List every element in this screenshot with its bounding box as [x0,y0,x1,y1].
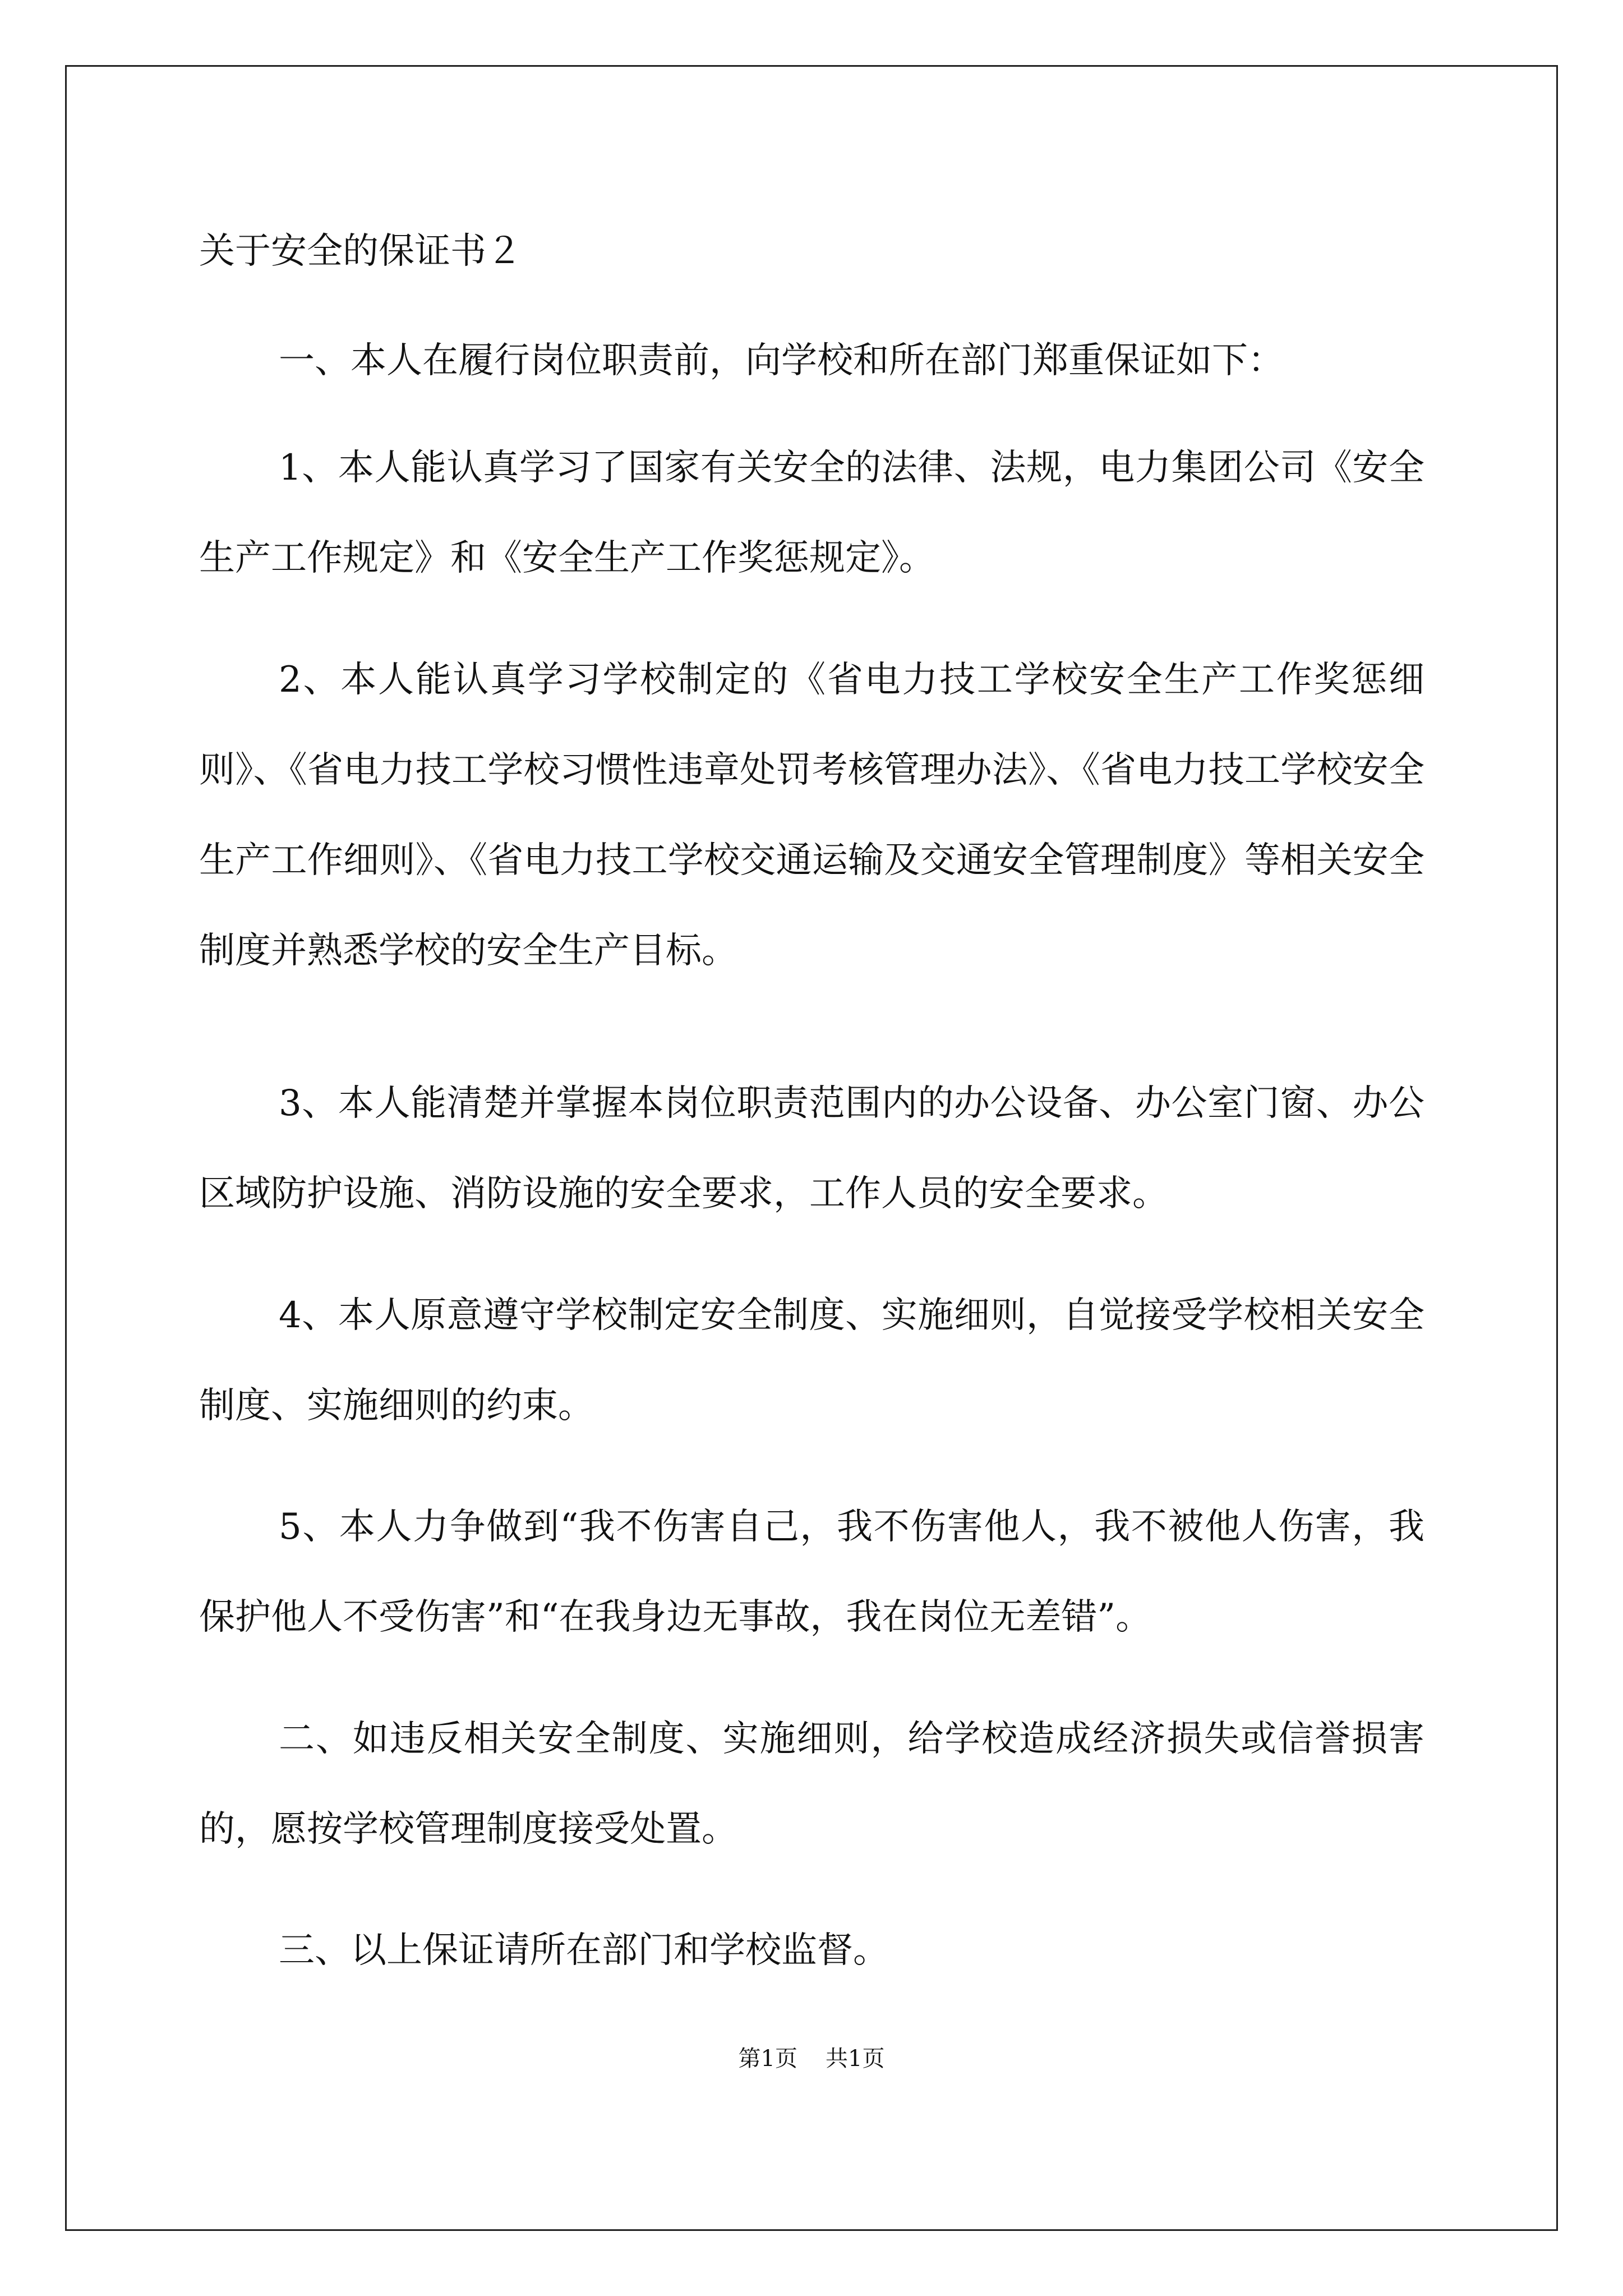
paragraph-8: 三、以上保证请所在部门和学校监督。 [279,1930,889,1971]
paragraph-3: 2、本人能认真学习学校制定的《省电力技工学校安全生产工作奖惩细则》、《省电力技工学校习惯性违章处罚考核管理办法》、《省电力技工学校安全生产工作细则》、《省电力技工学校交通运输及交通安全管理制度》等相关安全制度并熟悉学校的安全生产目标。 [199,659,1424,972]
page-count: 共1页 [826,2046,885,2072]
page-number: 第1页 [738,2046,797,2072]
paragraph-4: 3、本人能清楚并掌握本岗位职责范围内的办公设备、办公室门窗、办公区域防护设施、消防设施的安全要求，工作人员的安全要求。 [199,1083,1424,1214]
paragraph-6: 5、本人力争做到“我不伤害自己，我不伤害他人，我不被他人伤害，我保护他人不受伤害”和“在我身边无事故，我在岗位无差错”。 [199,1506,1424,1638]
paragraph-5: 4、本人原意遵守学校制定安全制度、实施细则，自觉接受学校相关安全制度、实施细则的约束。 [199,1295,1424,1427]
document-title: 关于安全的保证书２ [199,231,522,272]
paragraph-7: 二、如违反相关安全制度、实施细则，给学校造成经济损失或信誉损害的，愿按学校管理制度接受处置。 [199,1718,1424,1850]
paragraph-1: 一、本人在履行岗位职责前，向学校和所在部门郑重保证如下： [279,340,1284,381]
paragraph-2: 1、本人能认真学习了国家有关安全的法律、法规，电力集团公司《安全生产工作规定》和《安全生产工作奖惩规定》。 [199,447,1424,579]
page-footer [0,2045,1623,2073]
